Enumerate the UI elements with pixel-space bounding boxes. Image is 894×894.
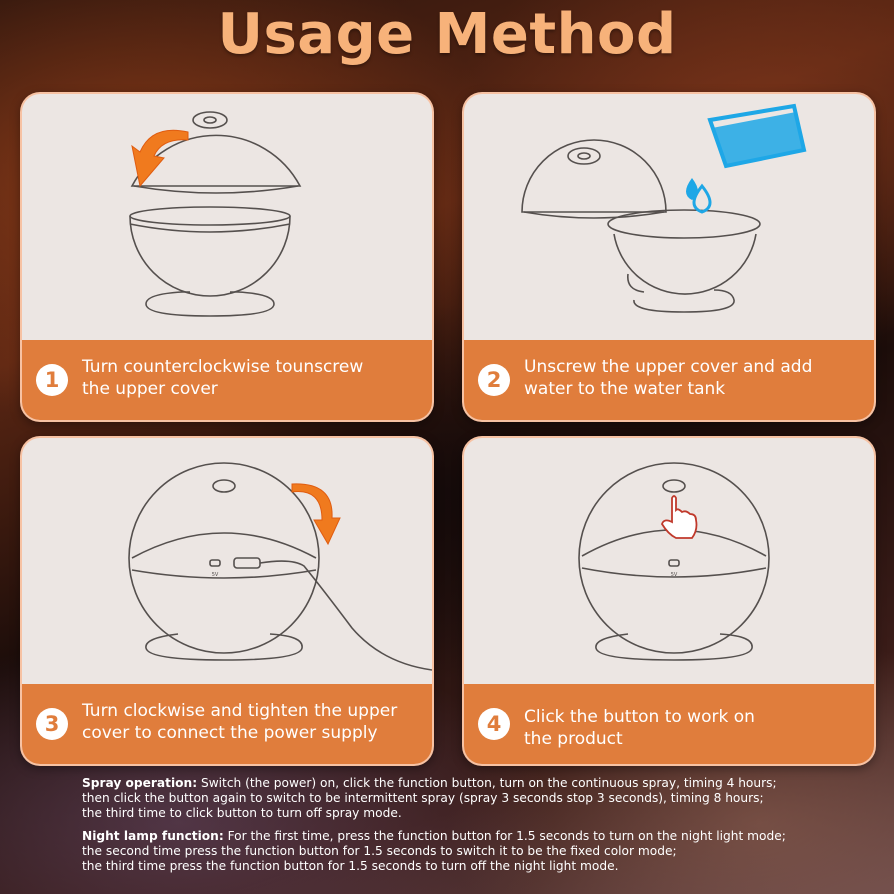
step-card-1 <box>20 92 434 422</box>
step-band-3 <box>22 684 432 764</box>
step-text-4: Click the button to work on the product <box>524 707 755 749</box>
step-text-1: Turn counterclockwise tounscrew the upper cover <box>82 357 364 399</box>
product-illustration-click-button <box>464 438 874 684</box>
port-label: 5V <box>670 572 678 578</box>
usb-plug-icon <box>234 558 260 568</box>
step-number-1: 1 <box>36 364 68 396</box>
step-card-2 <box>462 92 876 422</box>
night-lamp-note: Night lamp function: For the first time, press the function button for 1.5 seconds to turn on the night light mode; the second time press the function button for 1.5 seconds to switch it to be the fixed color mode; the third time press the function button for 1.5 seconds to turn off the night light mode. <box>82 829 786 873</box>
spray-operation-label: Spray operation: <box>82 776 198 790</box>
step-number-3: 3 <box>36 708 68 740</box>
step-number-2: 2 <box>478 364 510 396</box>
product-illustration-add-water <box>464 94 874 340</box>
usb-port-icon <box>669 560 679 566</box>
night-lamp-label: Night lamp function: <box>82 829 224 843</box>
step-text-3: Turn clockwise and tighten the upper cover to connect the power supply <box>82 701 398 743</box>
rotate-arrow-icon <box>132 130 188 186</box>
spray-operation-note: Spray operation: Switch (the power) on, click the function button, turn on the continuous spray, timing 4 hours; then click the button again to switch to be intermittent spray (spray 3 seconds stop 3 seconds), timing 8 hours; the third time to click button to turn off spray mode. <box>82 776 777 820</box>
step-band-2 <box>464 340 874 420</box>
step-card-3 <box>20 436 434 766</box>
instructions-notes <box>82 776 872 882</box>
page-title: Usage Method <box>217 2 677 67</box>
hand-pointer-icon <box>662 496 697 538</box>
port-label: 5V <box>211 572 219 578</box>
step-card-4 <box>462 436 876 766</box>
step-band-1 <box>22 340 432 420</box>
step-text-2: Unscrew the upper cover and add water to the water tank <box>524 357 813 399</box>
step-band-4 <box>464 684 874 764</box>
product-illustration-power-supply <box>22 438 432 684</box>
step-number-4: 4 <box>478 708 510 740</box>
usb-port-icon <box>210 560 220 566</box>
product-illustration-open-cover <box>22 94 432 340</box>
